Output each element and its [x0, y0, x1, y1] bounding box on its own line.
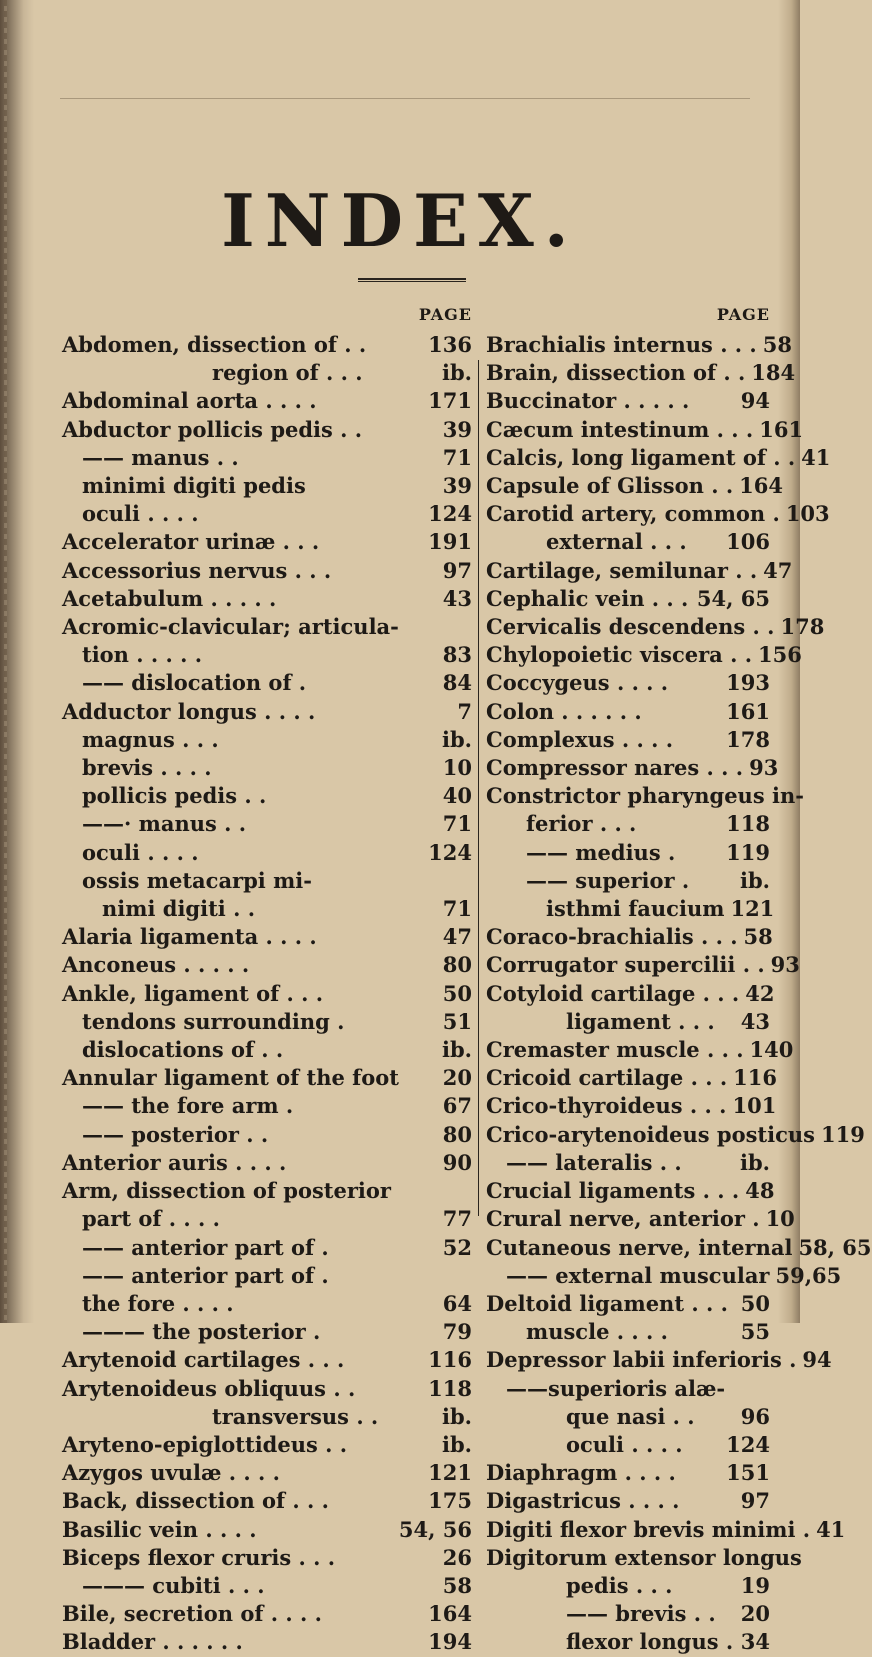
index-entry: [62, 1234, 472, 1262]
index-entry: [62, 613, 472, 641]
index-entry-page: 51: [442, 1008, 472, 1034]
index-entry-page: 161: [726, 698, 770, 724]
index-entry-term: ——— the posterior .: [82, 1319, 321, 1345]
index-entry-term: Constrictor pharyngeus in-: [486, 783, 804, 809]
index-entry-term: Crico-arytenoideus posticus: [486, 1121, 815, 1147]
index-entry: [62, 1318, 472, 1346]
index-entry: [486, 1318, 770, 1346]
index-entry: [486, 1008, 770, 1036]
index-entry-page: 26: [442, 1544, 472, 1570]
index-entry-page: 97: [740, 1488, 770, 1514]
index-entry: [62, 1121, 472, 1149]
index-entry: [486, 1234, 872, 1262]
index-entry-page: 41: [801, 444, 831, 470]
index-entry-page: 164: [739, 473, 783, 499]
index-entry-page: 80: [442, 952, 472, 978]
index-entry-page: ib.: [442, 726, 472, 752]
index-entry-term: Cricoid cartilage . . .: [486, 1065, 728, 1091]
index-entry-term: Arm, dissection of posterior: [62, 1178, 391, 1204]
index-entry-page: 19: [740, 1572, 770, 1598]
index-entry-term: brevis . . . .: [82, 755, 212, 781]
index-entry-page: 58: [762, 332, 792, 357]
index-entry: [62, 1459, 472, 1487]
index-entry-term: que nasi . .: [566, 1403, 695, 1429]
index-entry-term: Anterior auris . . . .: [62, 1149, 287, 1175]
column-divider: [478, 360, 479, 1216]
index-entry-term: —— dislocation of .: [82, 670, 307, 696]
index-entry: [486, 444, 831, 472]
index-entry-page: 194: [428, 1629, 472, 1655]
index-entry-term: Brachialis internus . . .: [486, 332, 757, 357]
index-entry-page: 184: [751, 360, 796, 386]
index-entry-term: Azygos uvulæ . . . .: [62, 1460, 280, 1486]
index-entry: [62, 951, 472, 979]
index-entry-page: 97: [442, 557, 472, 583]
index-entry: [62, 1036, 472, 1064]
index-entry-term: Complexus . . . .: [486, 726, 674, 752]
index-entry-page: 178: [726, 726, 770, 752]
index-entry-term: Cephalic vein . . .: [486, 585, 689, 611]
index-entry-page: 54, 65: [696, 585, 770, 611]
index-entry-term: ——— cubiti . . .: [82, 1572, 265, 1598]
index-entry: [62, 1008, 472, 1036]
index-entry: [486, 1121, 865, 1149]
index-entry: [62, 472, 472, 500]
index-entry-page: 171: [428, 388, 472, 414]
index-entry: [486, 1205, 795, 1233]
index-entry-term: —— external muscular: [506, 1262, 770, 1288]
index-entry-term: region of . . .: [212, 360, 363, 386]
index-entry-term: —— brevis . .: [566, 1601, 716, 1627]
index-entry: [62, 839, 472, 867]
index-entry-page: 20: [740, 1601, 770, 1627]
index-entry-page: 41: [816, 1516, 846, 1542]
index-entry-term: ligament . . .: [566, 1008, 715, 1034]
index-column-left: [62, 305, 472, 1657]
index-entry: [62, 416, 472, 444]
index-entry-term: Abductor pollicis pedis . .: [62, 416, 363, 442]
index-entry-page: 67: [442, 1093, 472, 1119]
index-entry-page: 7: [457, 698, 472, 724]
index-entry-term: magnus . . .: [82, 726, 219, 752]
index-entry-term: Deltoid ligament . . .: [486, 1290, 728, 1316]
index-entry-page: ib.: [740, 867, 770, 893]
index-entry-term: Brain, dissection of . .: [486, 360, 746, 386]
index-entry-page: 151: [726, 1460, 770, 1486]
index-entry-term: nimi digiti . .: [102, 896, 255, 922]
index-entry: [486, 472, 783, 500]
index-entry: [62, 669, 472, 697]
index-entry: [486, 1544, 802, 1572]
index-entry-term: Bladder . . . . . .: [62, 1629, 243, 1655]
index-entry-term: —— superior .: [526, 867, 690, 893]
index-entry: [62, 754, 472, 782]
index-entry: [486, 726, 770, 754]
index-entry: [486, 1036, 794, 1064]
index-entry-term: Alaria ligamenta . . . .: [62, 924, 317, 950]
index-entry-term: Arytenoideus obliquus . .: [62, 1375, 356, 1401]
index-entry-page: 10: [442, 755, 472, 781]
index-entry-page: 116: [733, 1065, 777, 1091]
index-entry-term: Biceps flexor cruris . . .: [62, 1544, 336, 1570]
index-entry-page: 58, 65: [798, 1234, 872, 1260]
index-entry: [62, 923, 472, 951]
index-entry-term: Diaphragm . . . .: [486, 1460, 676, 1486]
index-entry: [486, 1346, 832, 1374]
index-entry-term: —— manus . .: [82, 444, 239, 470]
index-entry-term: Back, dissection of . . .: [62, 1488, 329, 1514]
index-entry: [62, 1516, 472, 1544]
index-entry-term: Abdomen, dissection of . .: [62, 332, 367, 357]
index-entry-term: Arytenoid cartilages . . .: [62, 1347, 345, 1373]
index-entry-page: 58: [743, 924, 773, 950]
index-entry: [62, 1262, 472, 1290]
index-entry: [62, 557, 472, 585]
index-entry-term: —— posterior . .: [82, 1121, 269, 1147]
index-entry: [486, 1628, 770, 1656]
index-entry-page: 58: [442, 1572, 472, 1598]
index-entry-term: Compressor nares . . .: [486, 755, 744, 781]
index-entry-page: ib.: [442, 1403, 472, 1429]
index-entry: [62, 698, 472, 726]
index-entry: [62, 1177, 472, 1205]
index-entry-page: 90: [442, 1149, 472, 1175]
index-entry-page: 116: [428, 1347, 472, 1373]
index-entry-page: 77: [442, 1206, 472, 1232]
index-entry-page: 39: [442, 416, 472, 442]
index-entry-term: Carotid artery, common .: [486, 501, 780, 527]
index-entry: [486, 1064, 777, 1092]
index-entry: [486, 923, 773, 951]
index-entry: [62, 980, 472, 1008]
index-entry-term: isthmi faucium: [546, 896, 725, 922]
index-entry-term: Cæcum intestinum . . .: [486, 416, 754, 442]
index-entry: [486, 613, 825, 641]
index-entry: [62, 444, 472, 472]
index-entry-page: 93: [770, 952, 800, 978]
index-entry-page: 124: [428, 501, 472, 527]
index-entry: [62, 1600, 472, 1628]
index-entry-page: 50: [442, 980, 472, 1006]
index-entry: [486, 1177, 775, 1205]
index-entry-page: 83: [442, 642, 472, 668]
index-entry: [62, 1628, 472, 1656]
index-entry-term: Buccinator . . . . .: [486, 388, 690, 414]
index-entry: [486, 839, 770, 867]
index-entry-term: Depressor labii inferioris .: [486, 1347, 797, 1373]
index-entry-term: Digastricus . . . .: [486, 1488, 680, 1514]
index-entry-term: the fore . . . .: [82, 1290, 234, 1316]
index-entry-page: 118: [726, 811, 770, 837]
index-entry-term: Cutaneous nerve, internal: [486, 1234, 793, 1260]
index-entry-term: Adductor longus . . . .: [62, 698, 316, 724]
index-entry-term: muscle . . . .: [526, 1319, 668, 1345]
index-entry-page: 94: [802, 1347, 832, 1373]
index-entry-term: oculi . . . .: [566, 1431, 683, 1457]
index-entry-page: 84: [442, 670, 472, 696]
index-entry: [486, 951, 800, 979]
index-entry-term: Bile, secretion of . . . .: [62, 1601, 322, 1627]
index-entry-page: ib.: [442, 1037, 472, 1063]
index-entry-term: oculi . . . .: [82, 501, 199, 527]
index-entry-term: ——superioris alæ-: [506, 1375, 726, 1401]
index-entry-term: Cotyloid cartilage . . .: [486, 980, 740, 1006]
index-entry: [62, 528, 472, 556]
index-entry-page: 164: [428, 1601, 472, 1627]
index-entry-term: Accelerator urinæ . . .: [62, 529, 320, 555]
index-entry: [486, 782, 804, 810]
index-entry-term: Acetabulum . . . . .: [62, 585, 277, 611]
index-entry-page: 178: [780, 614, 825, 640]
page-title: INDEX.: [221, 178, 579, 263]
index-entry-term: Crural nerve, anterior .: [486, 1206, 760, 1232]
index-entry: [486, 641, 802, 669]
index-column-right: [486, 305, 872, 1657]
index-entry-term: tendons surrounding .: [82, 1008, 345, 1034]
index-entry-term: Chylopoietic viscera . .: [486, 642, 753, 668]
index-entry-term: ferior . . .: [526, 811, 637, 837]
index-entry: [486, 867, 770, 895]
index-entry: [486, 359, 796, 387]
index-entry-page: 106: [726, 529, 770, 555]
index-entry: [62, 726, 472, 754]
index-entry-page: 55: [740, 1319, 770, 1345]
index-entry-term: pollicis pedis . .: [82, 783, 267, 809]
index-entry-term: —— anterior part of .: [82, 1234, 329, 1260]
index-entry-page: 175: [428, 1488, 472, 1514]
index-entry: [486, 1431, 770, 1459]
index-entry-term: Accessorius nervus . . .: [62, 557, 332, 583]
index-entry-term: Cremaster muscle . . .: [486, 1037, 744, 1063]
index-entry: [62, 1205, 472, 1233]
index-entry-page: 48: [745, 1178, 775, 1204]
index-entry: [486, 1600, 770, 1628]
index-entry: [62, 867, 472, 895]
index-entry-page: 193: [726, 670, 770, 696]
index-entry: [62, 1403, 472, 1431]
index-entry-page: ib.: [740, 1149, 770, 1175]
index-entry-term: pedis . . .: [566, 1572, 673, 1598]
index-entry-term: Abdominal aorta . . . .: [62, 388, 317, 414]
index-entry-term: ——· manus . .: [82, 811, 247, 837]
index-entry-page: 34: [740, 1629, 770, 1655]
index-entry: [62, 585, 472, 613]
index-entry-term: Calcis, long ligament of . .: [486, 444, 796, 470]
index-entry-page: 96: [740, 1403, 770, 1429]
index-entry: [486, 1149, 770, 1177]
index-entry: [486, 1572, 770, 1600]
index-entry-page: 20: [442, 1065, 472, 1091]
index-entry-page: 103: [785, 501, 830, 527]
index-entry: [486, 528, 770, 556]
index-entry-page: 140: [749, 1037, 794, 1063]
index-entry: [62, 331, 472, 359]
index-entry-term: —— anterior part of .: [82, 1262, 329, 1288]
index-entry-page: 50: [740, 1290, 770, 1316]
index-entry-term: Coraco-brachialis . . .: [486, 924, 738, 950]
index-entry-page: 136: [428, 332, 472, 357]
index-entry-page: ib.: [442, 360, 472, 386]
index-entry-term: minimi digiti pedis: [82, 473, 306, 499]
index-entry: [62, 1544, 472, 1572]
index-entry-term: Corrugator supercilii . .: [486, 952, 765, 978]
index-entry-term: dislocations of . .: [82, 1037, 284, 1063]
index-entry: [62, 782, 472, 810]
index-entry: [486, 669, 770, 697]
index-entry-term: oculi . . . .: [82, 839, 199, 865]
index-entry-term: Digitorum extensor longus: [486, 1544, 802, 1570]
index-entry: [486, 754, 779, 782]
index-entry-page: 43: [740, 1008, 770, 1034]
index-entry-term: transversus . .: [212, 1403, 379, 1429]
index-entry: [486, 698, 770, 726]
index-entry: [62, 1375, 472, 1403]
index-entry-page: ib.: [442, 1431, 472, 1457]
index-entry-page: 71: [442, 444, 472, 470]
index-entry: [486, 895, 775, 923]
index-entry: [486, 810, 770, 838]
index-entry-page: 47: [442, 924, 472, 950]
index-entry-page: 52: [442, 1234, 472, 1260]
index-entry-term: Crico-thyroideus . . .: [486, 1093, 727, 1119]
index-entry: [486, 387, 770, 415]
index-entry-page: 93: [749, 755, 779, 781]
index-entry-page: 71: [442, 896, 472, 922]
index-entry-page: 54, 56: [398, 1516, 472, 1542]
index-entry: [62, 1487, 472, 1515]
index-entry: [62, 500, 472, 528]
index-entry-term: Annular ligament of the foot: [62, 1065, 399, 1091]
index-entry-term: Cartilage, semilunar . .: [486, 557, 758, 583]
index-entry: [486, 557, 793, 585]
index-entry-page: 40: [442, 783, 472, 809]
index-entry-term: flexor longus .: [566, 1629, 734, 1655]
index-entry-term: Crucial ligaments . . .: [486, 1178, 740, 1204]
index-entry-page: 124: [428, 839, 472, 865]
index-entry-page: 71: [442, 811, 472, 837]
index-entry-page: 47: [763, 557, 793, 583]
index-entry-term: part of . . . .: [82, 1206, 220, 1232]
index-entry-term: Ankle, ligament of . . .: [62, 980, 324, 1006]
index-entry: [62, 1346, 472, 1374]
index-entry-page: 191: [428, 529, 472, 555]
index-entry: [486, 1403, 770, 1431]
index-entry: [62, 1572, 472, 1600]
index-entry-page: 156: [758, 642, 802, 668]
index-entry-page: 161: [759, 416, 804, 442]
index-entry-term: —— medius .: [526, 839, 676, 865]
index-entry-page: 94: [740, 388, 770, 414]
index-entry-page: 121: [730, 896, 775, 922]
index-entry: [62, 895, 472, 923]
index-entry: [486, 1262, 842, 1290]
index-entry-page: 39: [442, 473, 472, 499]
index-entry: [486, 1516, 846, 1544]
index-entry-term: Cervicalis descendens . .: [486, 614, 775, 640]
index-entry-term: —— the fore arm .: [82, 1093, 294, 1119]
index-entry-page: 79: [442, 1319, 472, 1345]
index-entry: [486, 1092, 777, 1120]
index-entry-term: external . . .: [546, 529, 687, 555]
index-entry: [62, 1431, 472, 1459]
title-underline: [358, 278, 466, 282]
index-entry: [62, 1149, 472, 1177]
index-entry-term: Coccygeus . . . .: [486, 670, 669, 696]
index-entry: [486, 585, 770, 613]
index-entry-page: 64: [442, 1290, 472, 1316]
index-entry-term: tion . . . . .: [82, 642, 203, 668]
index-entry: [486, 500, 830, 528]
index-entry: [62, 1092, 472, 1120]
index-entry: [486, 1487, 770, 1515]
right-entries: [486, 331, 872, 1657]
index-entry-page: 80: [442, 1121, 472, 1147]
index-entry-term: —— lateralis . .: [506, 1149, 682, 1175]
index-entry-term: Colon . . . . . .: [486, 698, 642, 724]
index-entry-page: 118: [428, 1375, 472, 1401]
index-entry-page: 101: [732, 1093, 777, 1119]
index-entry-page: 43: [442, 585, 472, 611]
index-entry: [486, 1290, 770, 1318]
index-entry: [62, 810, 472, 838]
index-entry-term: Acromic-clavicular; articula-: [62, 614, 399, 640]
index-entry-page: 119: [726, 839, 770, 865]
index-entry: [486, 1375, 770, 1403]
index-entry: [486, 416, 804, 444]
index-entry: [62, 387, 472, 415]
left-entries: [62, 331, 472, 1657]
index-entry-term: Anconeus . . . . .: [62, 952, 250, 978]
index-entry-page: 121: [428, 1460, 472, 1486]
page-column-label: PAGE: [716, 305, 770, 324]
index-entry-term: Capsule of Glisson . .: [486, 473, 734, 499]
index-entry: [62, 1290, 472, 1318]
index-entry-term: ossis metacarpi mi-: [82, 867, 312, 893]
index-entry: [62, 1064, 472, 1092]
index-entry: [486, 331, 792, 359]
index-entry: [486, 1459, 770, 1487]
index-entry-page: 10: [765, 1206, 795, 1232]
index-entry: [62, 359, 472, 387]
index-entry: [62, 641, 472, 669]
index-entry-page: 59,65: [775, 1262, 842, 1288]
index-entry-term: Aryteno-epiglottideus . .: [62, 1431, 348, 1457]
index-entry-term: Basilic vein . . . .: [62, 1516, 257, 1542]
top-rule: [60, 98, 750, 99]
index-entry-page: 124: [726, 1431, 770, 1457]
index-entry: [486, 980, 775, 1008]
index-entry-page: 119: [820, 1121, 865, 1147]
index-entry-page: 42: [745, 980, 775, 1006]
index-entry-term: Digiti flexor brevis minimi .: [486, 1516, 811, 1542]
page-column-label: PAGE: [418, 305, 472, 324]
